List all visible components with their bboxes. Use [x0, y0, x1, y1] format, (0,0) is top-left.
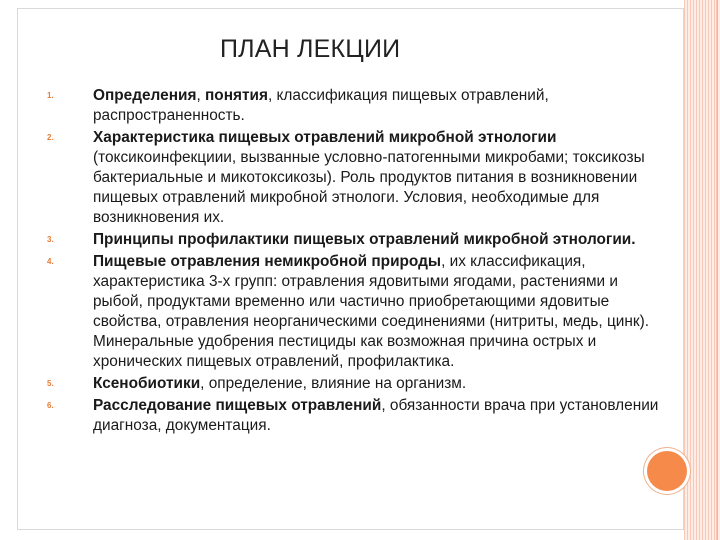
slide-title: ПЛАН ЛЕКЦИИ — [220, 35, 401, 63]
list-item-3 — [31, 230, 661, 250]
decorative-orange-circle — [647, 451, 687, 491]
list-item-2 — [31, 128, 661, 228]
list-bold-text-1b: понятия — [205, 87, 268, 104]
list-text-5 — [93, 374, 661, 394]
list-text-6 — [93, 396, 661, 436]
list-item-5 — [31, 374, 661, 394]
list-bold-text-1: Определения — [93, 87, 197, 104]
list-bold-text-4: Пищевые отравления немикробной природы — [93, 253, 442, 270]
list-bold-text-6: Расследование пищевых отравлений — [93, 397, 382, 414]
list-item-6 — [31, 396, 661, 436]
list-text-3 — [93, 230, 661, 250]
list-bold-text-3: Принципы профилактики пищевых отравлений микробной этнологии. — [93, 231, 636, 248]
list-regular-text-4: , их классификация, характеристика 3-х групп: отравления ядовитыми ягодами, растениями и рыбой, продуктами временно или частично приобретающими ядовитые свойства, отравления неорганическими соединениями (нитриты, медь, цинк). Минеральные удобрения пестициды как возможная причина острых и хронических пищевых отравлений, профилактика. — [93, 253, 650, 370]
list-regular-text-1b: , классификация пищевых отравлений, распространенность. — [93, 87, 549, 124]
list-regular-text-6: , обязанности врача при установлении диагноза, документация. — [93, 397, 659, 434]
list-regular-text-1: , — [196, 87, 205, 104]
list-number-4: 4. — [47, 257, 54, 266]
list-regular-text-5: , определение, влияние на организм. — [200, 375, 467, 392]
list-number-1: 1. — [47, 91, 54, 100]
list-text-4 — [93, 252, 661, 372]
list-bold-text-2: Характеристика пищевых отравлений микробной этнологии — [93, 129, 557, 146]
list-number-3: 3. — [47, 235, 54, 244]
list-number-2: 2. — [47, 133, 54, 142]
list-regular-text-2: (токсикоинфекциии, вызванные условно-патогенными микробами; токсикозы бактериальные и микотоксикозы). Роль продуктов питания в возникновении пищевых отравлений микробной этнологи. Условия, необходимые для возникновения их. — [93, 149, 645, 226]
lecture-plan-list — [31, 86, 661, 438]
list-number-5: 5. — [47, 379, 54, 388]
list-bold-text-5: Ксенобиотики — [93, 375, 201, 392]
decorative-right-band — [684, 0, 720, 540]
list-text-1 — [93, 86, 661, 126]
list-text-2 — [93, 128, 661, 228]
list-item-1 — [31, 86, 661, 126]
list-item-4 — [31, 252, 661, 372]
list-number-6: 6. — [47, 401, 54, 410]
decorative-edge-line — [716, 0, 718, 540]
